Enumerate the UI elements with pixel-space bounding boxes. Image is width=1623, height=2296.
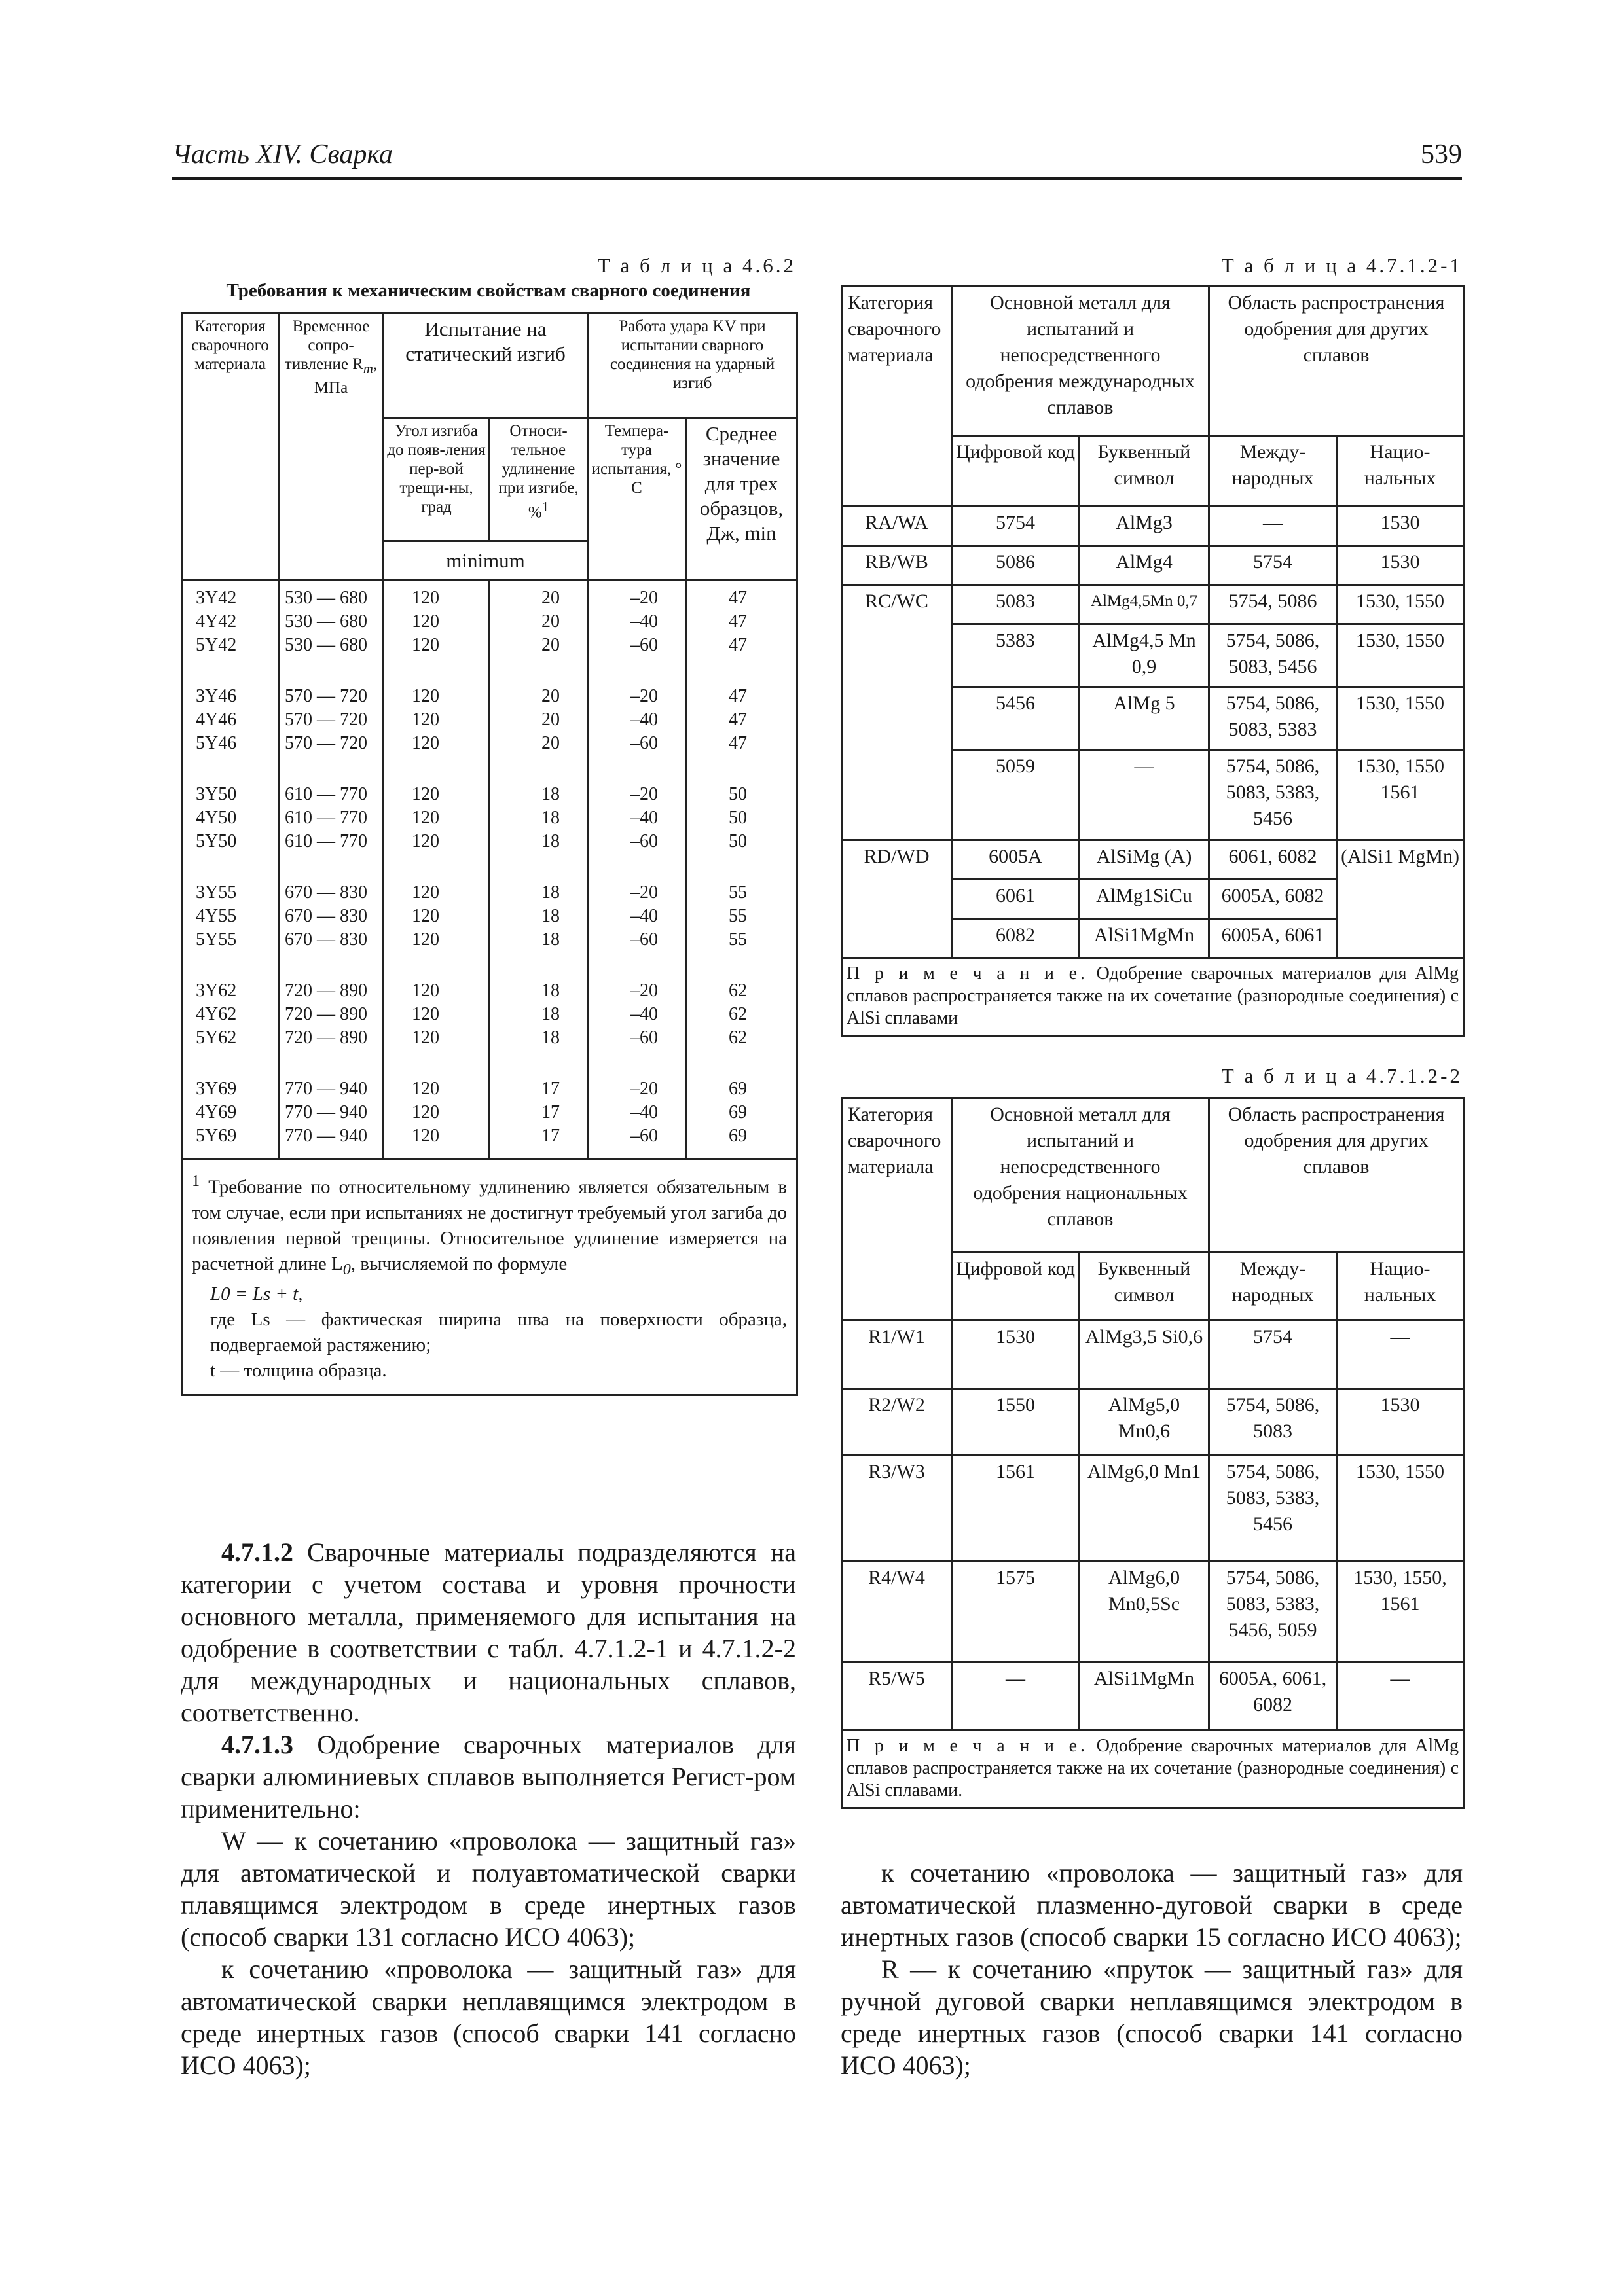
t1-header-bend: Испытание на статический изгиб [384, 314, 588, 418]
table-row: 5Y46 570 — 720 120 20 –60 47 [182, 732, 797, 755]
body-text-right [841, 1857, 1463, 2081]
table-row: 6061 AlMg1SiCu 6005A, 6082 [842, 880, 1464, 919]
paragraph-w: W — к сочетанию «проволока — защитный газ» для автоматической и полуавтоматической сварки плавящимся электродом в среде инертных газов (способ сварки 131 согласно ИСО 4063); [181, 1826, 796, 1952]
table-row: RA/WA 5754 AlMg3 — 1530 [842, 507, 1464, 546]
table-row: RC/WC 5083 AlMg4,5Mn 0,7 5754, 5086 1530, 1550 [842, 585, 1464, 624]
t2-note: П р и м е ч а н и е. Одобрение сварочных материалов для AlMg сплавов распространяется также на их сочетание (разнородные соединения) с AlSi сплавами [842, 958, 1464, 1036]
t2-header-letter: Буквенный символ [1080, 436, 1209, 507]
section-title: Часть XIV. Сварка [172, 139, 393, 170]
paragraph-w-15: к сочетанию «проволока — защитный газ» для автоматической плазменно-дуговой сварки в среде инертных газов (способ сварки 15 согласно ИСО 4063); [841, 1858, 1463, 1952]
table1-mechanical-properties [181, 312, 798, 1396]
body-text-left [181, 1536, 796, 2081]
table-row: 4Y50 610 — 770 120 18 –40 50 [182, 806, 797, 830]
table-row: 5059 — 5754, 5086, 5083, 5383, 5456 1530, 1550 1561 [842, 750, 1464, 840]
t3-header-base: Основной металл для испытаний и непосредственного одобрения национальных сплавов [952, 1098, 1209, 1253]
t3-header-letter: Буквенный символ [1080, 1253, 1209, 1321]
table-row: 3Y50 610 — 770 120 18 –20 50 [182, 755, 797, 806]
table-row: RB/WB 5086 AlMg4 5754 1530 [842, 546, 1464, 585]
t1-header-average: Среднее значение для трех образцов, Дж, min [686, 418, 797, 581]
t1-header-impact: Работа удара KV при испытании сварного соединения на ударный изгиб [588, 314, 797, 418]
t1-header-angle: Угол изгиба до появ-ления пер-вой трещи-ны, град [384, 418, 490, 541]
table-row: 4Y69 770 — 940 120 17 –40 69 [182, 1101, 797, 1124]
table-row: 5Y50 610 — 770 120 18 –60 50 [182, 830, 797, 853]
paragraph-4-7-1-2: 4.7.1.2 Сварочные материалы подразделяются на категории с учетом состава и уровня прочности основного металла, применяемого для испытания на одобрение в соответствии с табл. 4.7.1.2-1 и 4.7.1.2-2 для международных и национальных сплавов, соответственно. [181, 1537, 796, 1727]
table-row: 5383 AlMg4,5 Mn 0,9 5754, 5086, 5083, 5456 1530, 1550 [842, 624, 1464, 687]
t2-header-area: Область распространения одобрения для других сплавов [1209, 287, 1464, 436]
table-row: 5Y55 670 — 830 120 18 –60 55 [182, 928, 797, 952]
table-row: R1/W1 1530 AlMg3,5 Si0,6 5754 — [842, 1321, 1464, 1389]
table-row: 5Y42 530 — 680 120 20 –60 47 [182, 634, 797, 657]
paragraph-r: R — к сочетанию «пруток — защитный газ» для ручной дуговой сварки неплавящимся электродом в среде инертных газов (способ сварки 141 согласно ИСО 4063); [841, 1954, 1463, 2080]
table-row: 4Y46 570 — 720 120 20 –40 47 [182, 708, 797, 732]
t1-footnote: $^1$ Требование по относительному удлинению является обязательным в том случае, если при испытаниях не достигнут требуемый угол загиба до появления первой трещины. Относительное удлинение измеряется на расчетной длине $L_0$, вычисляемой по формуле L0 = Ls + t, где Ls — фактическая ширина шва на поверхности образца, подвергаемой растяжению; t — толщина образца. [182, 1160, 797, 1395]
table-row: 5Y62 720 — 890 120 18 –60 62 [182, 1026, 797, 1050]
table-row: R2/W2 1550 AlMg5,0 Mn0,6 5754, 5086, 5083 1530 [842, 1389, 1464, 1456]
t2-header-intl: Между-народных [1209, 436, 1337, 507]
table-row: 3Y62 720 — 890 120 18 –20 62 [182, 952, 797, 1003]
table-row: 5456 AlMg 5 5754, 5086, 5083, 5383 1530, 1550 [842, 687, 1464, 750]
t1-header-category: Категория сварочного материала [182, 314, 279, 581]
table-row: 3Y55 670 — 830 120 18 –20 55 [182, 853, 797, 905]
t2-header-base: Основной металл для испытаний и непосредственного одобрения международных сплавов [952, 287, 1209, 436]
table-row: 4Y42 530 — 680 120 20 –40 47 [182, 610, 797, 634]
t1-header-minimum: minimum [384, 541, 588, 581]
table-row: 3Y46 570 — 720 120 20 –20 47 [182, 657, 797, 708]
t3-header-digital: Цифровой код [952, 1253, 1080, 1321]
table2-international-alloys [841, 285, 1465, 1037]
table1-title: Требования к механическим свойствам сварного соединения [226, 280, 751, 301]
table-row: 4Y55 670 — 830 120 18 –40 55 [182, 905, 797, 928]
table2-caption: Т а б л и ц а 4.7.1.2-1 [1221, 254, 1463, 277]
page-number: 539 [1421, 139, 1462, 170]
t1-header-elongation: Относи-тельное удлинение при изгибе, %$^1$ [490, 418, 588, 541]
running-header [172, 137, 1462, 180]
table-row: R5/W5 — AlSi1MgMn 6005A, 6061, 6082 — [842, 1662, 1464, 1731]
t3-header-category: Категория сварочного материала [842, 1098, 952, 1321]
t3-header-natl: Нацио-нальных [1337, 1253, 1464, 1321]
t1-header-temperature: Темпера-тура испытания, ° С [588, 418, 686, 581]
table-row: 6082 AlSi1MgMn 6005A, 6061 [842, 919, 1464, 958]
table-row: 5Y69 770 — 940 120 17 –60 69 [182, 1124, 797, 1160]
table-row: R4/W4 1575 AlMg6,0 Mn0,5Sc 5754, 5086, 5083, 5383, 5456, 5059 1530, 1550, 1561 [842, 1562, 1464, 1662]
table-row: 3Y69 770 — 940 120 17 –20 69 [182, 1050, 797, 1101]
table-row: R3/W3 1561 AlMg6,0 Mn1 5754, 5086, 5083, 5383, 5456 1530, 1550 [842, 1456, 1464, 1562]
t2-header-category: Категория сварочного материала [842, 287, 952, 507]
table3-caption: Т а б л и ц а 4.7.1.2-2 [1221, 1064, 1463, 1087]
table-row: 4Y62 720 — 890 120 18 –40 62 [182, 1003, 797, 1026]
paragraph-w-141: к сочетанию «проволока — защитный газ» для автоматической сварки неплавящимся электродом в среде инертных газов (способ сварки 141 согласно ИСО 4063); [181, 1954, 796, 2080]
table3-national-alloys [841, 1097, 1465, 1809]
table-row: 3Y42 530 — 680 120 20 –20 47 [182, 581, 797, 611]
t2-header-natl: Нацио-нальных [1337, 436, 1464, 507]
paragraph-4-7-1-3: 4.7.1.3 Одобрение сварочных материалов для сварки алюминиевых сплавов выполняется Регист-ром применительно: [181, 1730, 796, 1823]
t3-header-intl: Между-народных [1209, 1253, 1337, 1321]
t2-header-digital: Цифровой код [952, 436, 1080, 507]
t1-header-tensile: Временное сопро-тивление $R_m$, МПа [279, 314, 384, 581]
table-row: RD/WD 6005A AlSiMg (A) 6061, 6082 (AlSi1 MgMn) [842, 840, 1464, 880]
t3-header-area: Область распространения одобрения для других сплавов [1209, 1098, 1464, 1253]
t3-note: П р и м е ч а н и е. Одобрение сварочных материалов для AlMg сплавов распространяется также на их сочетание (разнородные соединения) с AlSi сплавами. [842, 1731, 1464, 1808]
table1-caption: Т а б л и ц а 4.6.2 [597, 254, 796, 277]
